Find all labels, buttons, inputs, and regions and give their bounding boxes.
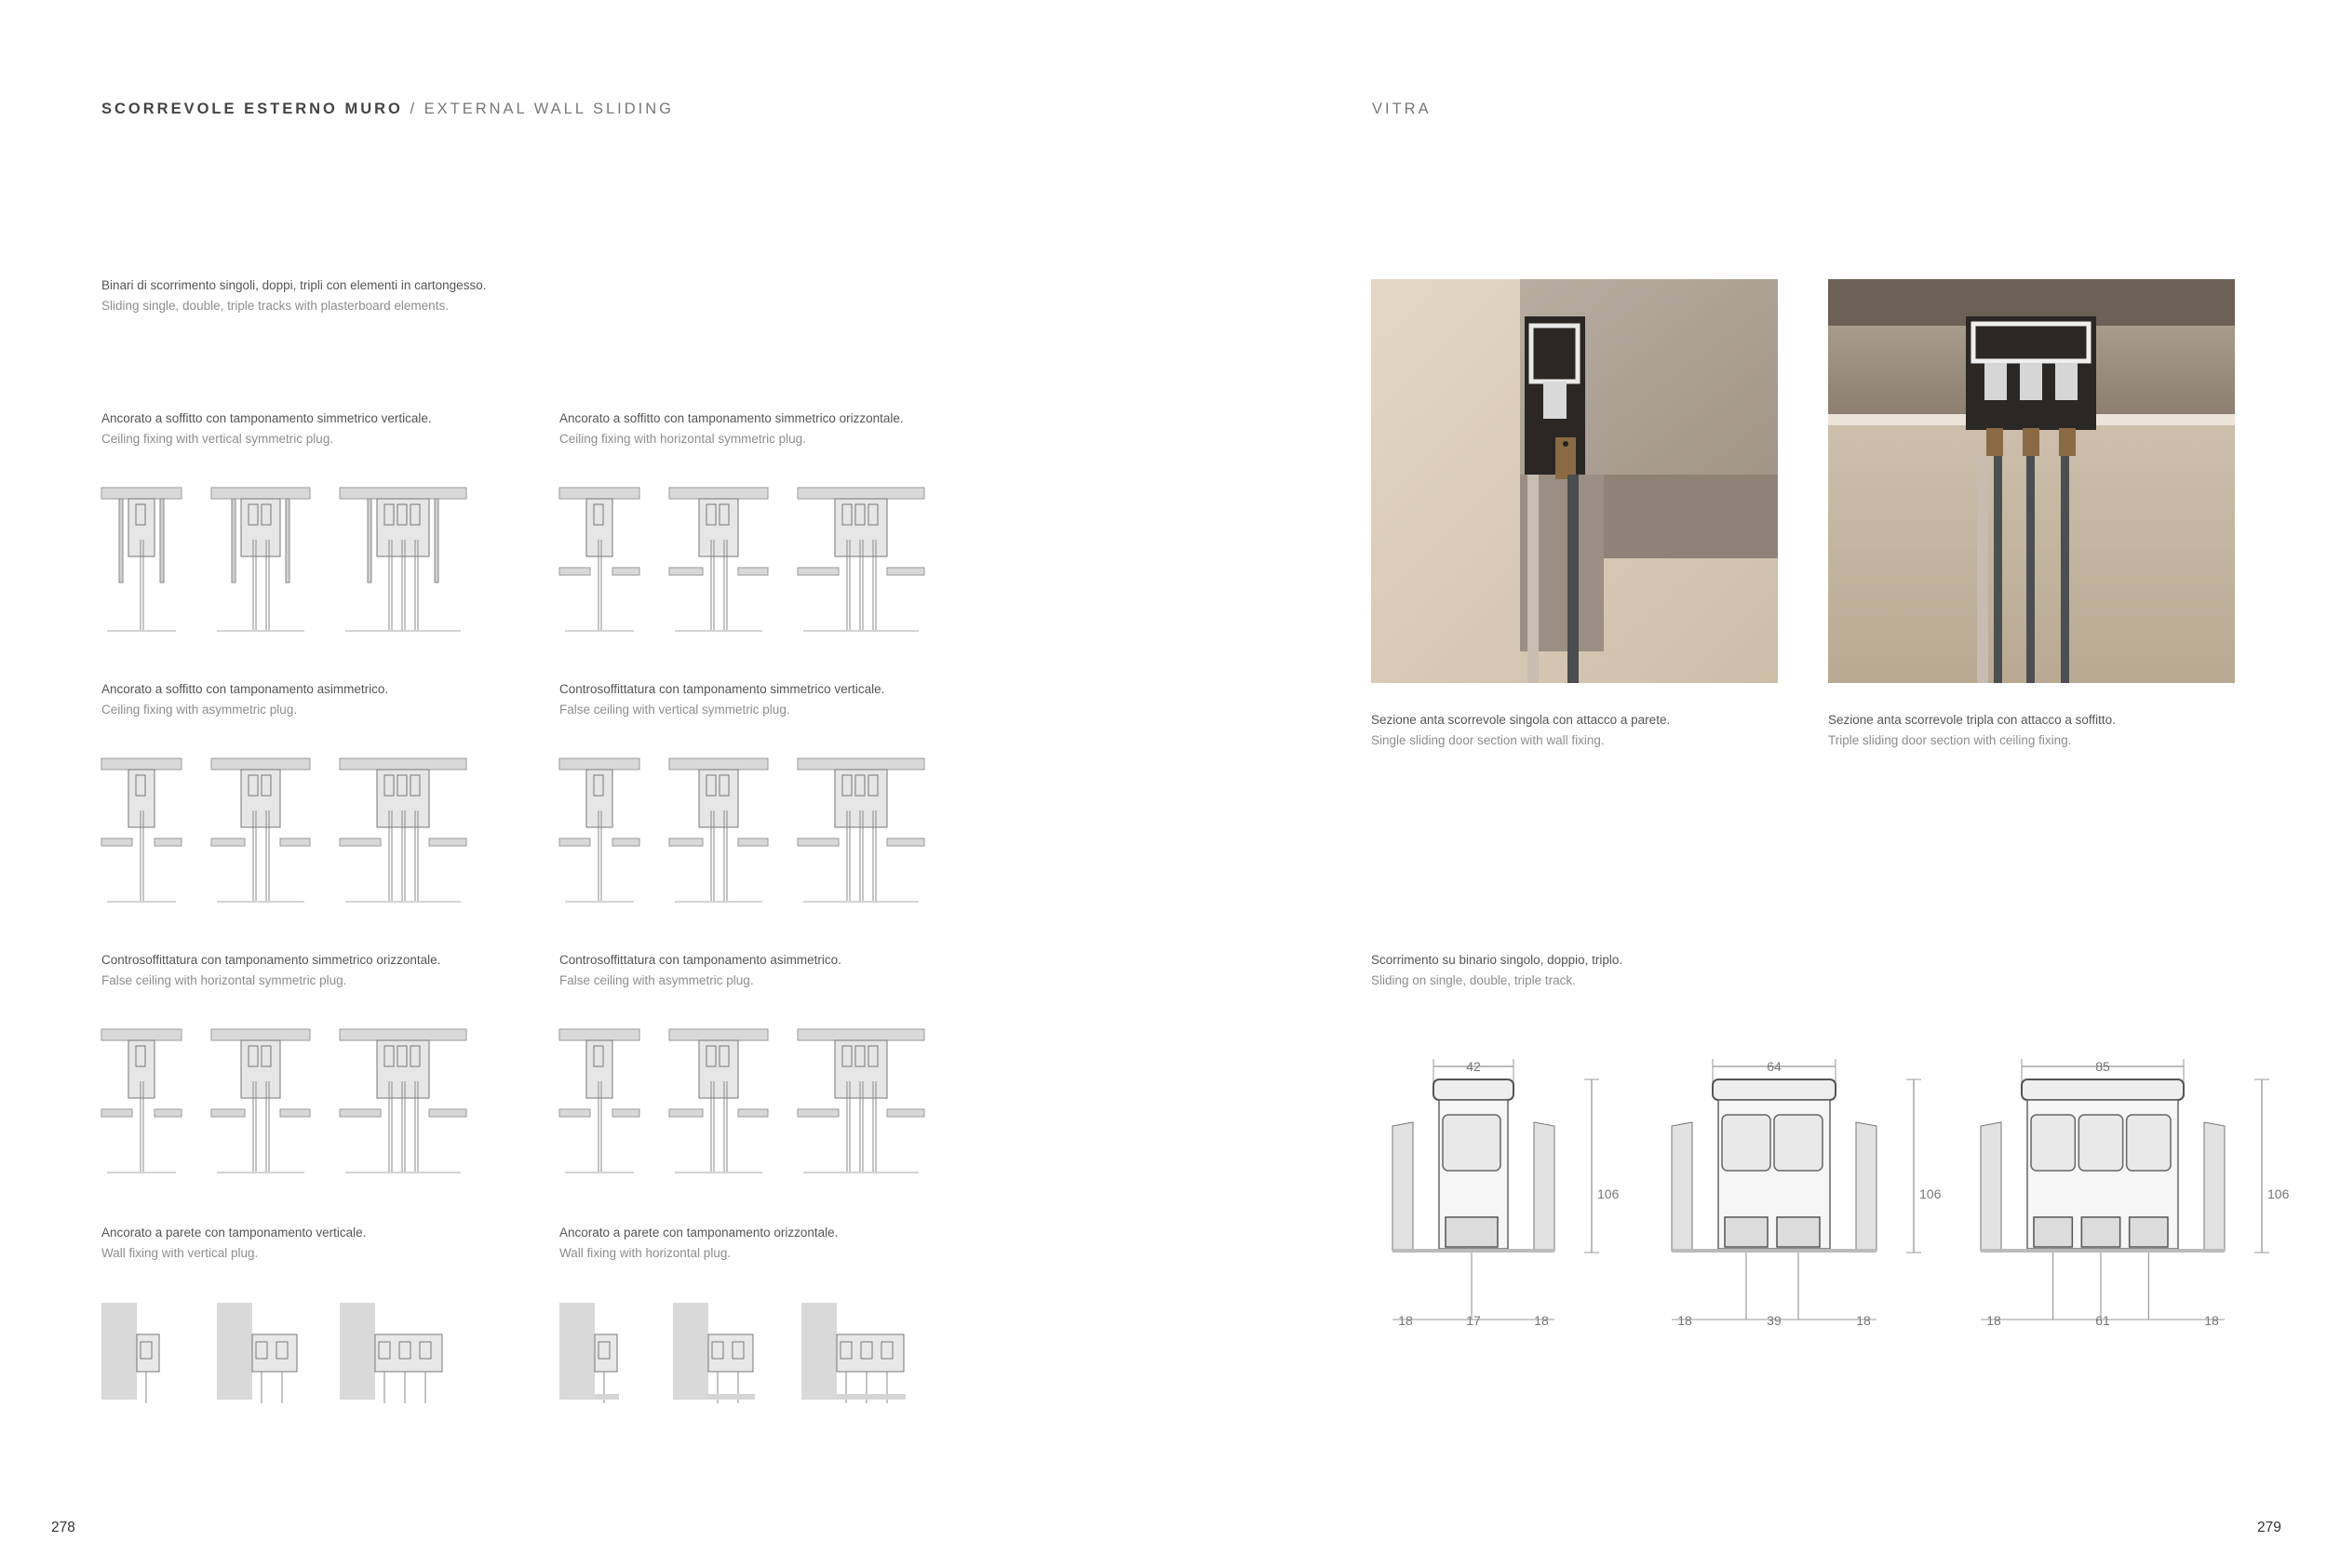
section-drawing (208, 486, 314, 635)
title-separator: / (402, 101, 424, 117)
left-offset-label: 18 (1398, 1313, 1413, 1328)
tracks-caption (1371, 953, 1622, 987)
section-drawing (336, 486, 470, 635)
section-drawing (556, 486, 643, 635)
caption-english: False ceiling with asymmetric plug. (559, 973, 754, 987)
intro-english: Sliding single, double, triple tracks with plasterboard elements. (101, 299, 449, 313)
width-label: 85 (2095, 1059, 2110, 1074)
right-offset-label: 18 (1534, 1313, 1549, 1328)
section-drawing (98, 486, 185, 635)
intro-italian: Binari di scorrimento singoli, doppi, tripli con elementi in cartongesso. (101, 278, 487, 292)
caption-italian: Controsoffittatura con tamponamento simmetrico orizzontale. (101, 953, 441, 967)
section-caption (559, 411, 904, 446)
caption-english: Wall fixing with horizontal plug. (559, 1246, 732, 1260)
right-offset-label: 18 (2204, 1313, 2219, 1328)
caption-english: Ceiling fixing with vertical symmetric plug. (101, 432, 334, 446)
track-profile-drawing (1368, 1050, 1620, 1329)
brand-label: VITRA (1372, 101, 1432, 117)
section-caption (559, 682, 884, 717)
caption-english: Ceiling fixing with asymmetric plug. (101, 703, 298, 717)
wall-section-drawing (559, 1301, 619, 1405)
wall-section-drawing (101, 1301, 161, 1405)
caption-italian: Controsoffittatura con tamponamento simmetrico verticale. (559, 682, 885, 696)
section-drawing (666, 757, 772, 905)
section-drawing (794, 757, 928, 905)
caption-italian: Sezione anta scorrevole singola con attacco a parete. (1371, 713, 1671, 727)
caption-english: False ceiling with horizontal symmetric plug. (101, 973, 347, 987)
width-label: 42 (1466, 1059, 1481, 1074)
photo-caption (1371, 713, 1670, 747)
section-drawing (794, 1027, 928, 1176)
section-title-italian: SCORREVOLE ESTERNO MURO (101, 101, 403, 117)
page-number-left: 278 (51, 1520, 75, 1535)
middle-span-label: 17 (1466, 1313, 1481, 1328)
section-caption (101, 682, 388, 717)
caption-italian: Ancorato a soffitto con tamponamento simmetrico verticale. (101, 411, 432, 425)
page-number-right: 279 (2257, 1520, 2281, 1535)
photo-single-sliding-section (1371, 279, 1778, 683)
section-drawing (666, 486, 772, 635)
right-offset-label: 18 (1856, 1313, 1871, 1328)
section-drawing (556, 757, 643, 905)
track-profile-drawing (1648, 1050, 1942, 1329)
section-title-english: EXTERNAL WALL SLIDING (424, 101, 675, 117)
section-drawing (336, 1027, 470, 1176)
section-drawing (98, 757, 185, 905)
left-offset-label: 18 (1986, 1313, 2001, 1328)
section-caption (101, 411, 432, 446)
caption-english: Triple sliding door section with ceiling fixing. (1828, 733, 2072, 747)
height-label: 106 (1597, 1186, 1620, 1201)
width-label: 64 (1767, 1059, 1782, 1074)
middle-span-label: 61 (2095, 1313, 2110, 1328)
section-drawing (98, 1027, 185, 1176)
height-label: 106 (1919, 1186, 1942, 1201)
section-drawing (208, 1027, 314, 1176)
caption-italian: Ancorato a parete con tamponamento orizzontale. (559, 1226, 839, 1240)
caption-italian: Scorrimento su binario singolo, doppio, triplo. (1371, 953, 1623, 967)
section-drawing (794, 486, 928, 635)
caption-english: Single sliding door section with wall fixing. (1371, 733, 1605, 747)
caption-english: Sliding on single, double, triple track. (1371, 973, 1576, 987)
caption-italian: Ancorato a parete con tamponamento verticale. (101, 1226, 367, 1240)
section-caption (559, 1226, 838, 1260)
wall-section-drawing (340, 1301, 444, 1405)
section-title (101, 101, 674, 118)
section-caption (101, 953, 440, 987)
section-drawing (336, 757, 470, 905)
caption-italian: Ancorato a soffitto con tamponamento asimmetrico. (101, 682, 389, 696)
section-drawing (208, 757, 314, 905)
left-offset-label: 18 (1677, 1313, 1692, 1328)
caption-english: Ceiling fixing with horizontal symmetric plug. (559, 432, 806, 446)
wall-section-drawing (673, 1301, 755, 1405)
caption-italian: Sezione anta scorrevole tripla con attacco a soffitto. (1828, 713, 2116, 727)
height-label: 106 (2267, 1186, 2290, 1201)
caption-italian: Controsoffittatura con tamponamento asimmetrico. (559, 953, 841, 967)
intro-caption (101, 278, 486, 313)
section-drawing (556, 1027, 643, 1176)
wall-section-drawing (801, 1301, 906, 1405)
section-caption (101, 1226, 366, 1260)
wall-section-drawing (217, 1301, 299, 1405)
middle-span-label: 39 (1767, 1313, 1782, 1328)
section-caption (559, 953, 841, 987)
track-profile-drawing (1957, 1050, 2290, 1329)
photo-caption (1828, 713, 2116, 747)
caption-english: False ceiling with vertical symmetric plug. (559, 703, 790, 717)
caption-english: Wall fixing with vertical plug. (101, 1246, 259, 1260)
section-drawing (666, 1027, 772, 1176)
photo-triple-sliding-section (1828, 279, 2235, 683)
caption-italian: Ancorato a soffitto con tamponamento simmetrico orizzontale. (559, 411, 904, 425)
